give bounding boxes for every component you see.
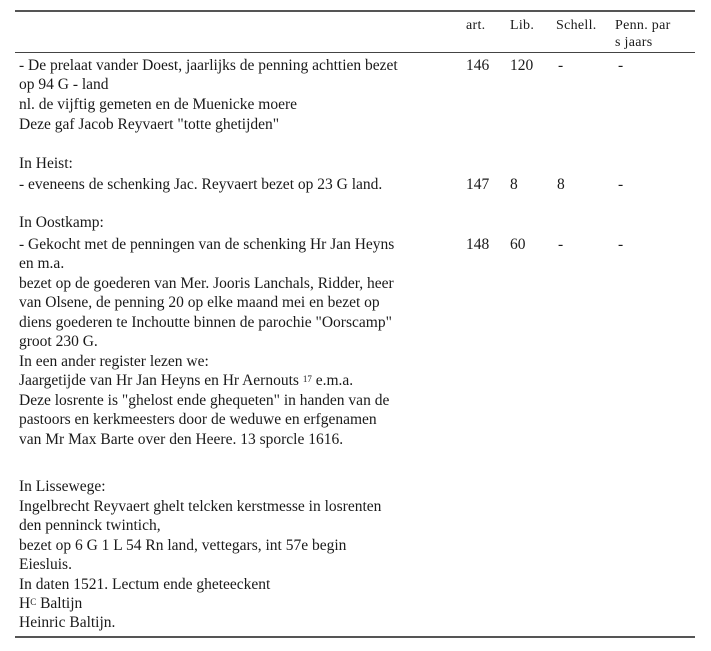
entry3-line9	[19, 372, 353, 390]
entry4-line9: Heinric Baltijn.	[19, 614, 116, 631]
entry2-penn: -	[618, 176, 624, 193]
entry3-line10: Deze losrente is "ghelost ende ghequeten" in handen van de	[19, 392, 390, 409]
entry4-line1: In Lissewege:	[19, 478, 106, 495]
entry1-art: 146	[466, 57, 490, 74]
entry4-signature-line	[19, 595, 82, 613]
entry3-line9-suffix: e.m.a.	[311, 372, 354, 389]
entry2-art: 147	[466, 176, 490, 193]
col-header-penn-sub: s jaars	[615, 35, 653, 50]
entry1-schell: -	[558, 57, 564, 74]
entry3-schell: -	[558, 236, 564, 253]
entry4-line4: bezet op 6 G 1 L 54 Rn land, vettegars, int 57e begin	[19, 537, 347, 554]
entry3-line11: pastoors en kerkmeesters door de weduwe en erfgenamen	[19, 411, 377, 428]
entry2-line1: In Heist:	[19, 155, 73, 172]
footnote-ref: 17	[302, 374, 312, 384]
col-header-schell: Schell.	[556, 18, 597, 33]
entry3-line5: van Olsene, de penning 20 op elke maand mei en bezet op	[19, 294, 380, 311]
entry4-line3: den penninck twintich,	[19, 517, 161, 534]
signature-initial: H	[19, 595, 31, 612]
top-rule	[15, 10, 695, 12]
entry3-line6: diens goederen te Inchoutte binnen de parochie "Oorscamp"	[19, 314, 392, 331]
col-header-penn: Penn. par	[615, 18, 671, 33]
entry4-line6: In daten 1521. Lectum ende gheteeckent	[19, 576, 271, 593]
entry3-lib: 60	[510, 236, 526, 253]
entry2-schell: 8	[557, 176, 565, 193]
entry3-line9-text: Jaargetijde van Hr Jan Heyns en Hr Aernouts	[19, 372, 299, 389]
entry1-penn: -	[618, 57, 624, 74]
entry4-line2: Ingelbrecht Reyvaert ghelt telcken kerstmesse in losrenten	[19, 498, 382, 515]
entry1-line3: nl. de vijftig gemeten en de Muenicke moere	[19, 96, 298, 113]
entry1-line2: op 94 G - land	[19, 76, 109, 93]
col-header-art: art.	[466, 18, 486, 33]
signature-surname: Baltijn	[36, 595, 83, 612]
entry3-line3: en m.a.	[19, 255, 65, 272]
entry3-line1: In Oostkamp:	[19, 214, 104, 231]
entry1-line4: Deze gaf Jacob Reyvaert "totte ghetijden"	[19, 116, 280, 133]
entry3-line7: groot 230 G.	[19, 333, 98, 350]
entry3-line12: van Mr Max Barte over den Heere. 13 sporcle 1616.	[19, 431, 344, 448]
header-rule	[15, 52, 695, 53]
entry3-art: 148	[466, 236, 490, 253]
col-header-lib: Lib.	[510, 18, 535, 33]
signature-sup: C	[30, 597, 37, 607]
bottom-rule	[15, 636, 695, 638]
entry2-lib: 8	[510, 176, 518, 193]
entry3-line4: bezet op de goederen van Mer. Jooris Lanchals, Ridder, heer	[19, 275, 394, 292]
entry1-lib: 120	[510, 57, 534, 74]
entry2-line2: - eveneens de schenking Jac. Reyvaert bezet op 23 G land.	[19, 176, 383, 193]
entry3-penn: -	[618, 236, 624, 253]
entry3-line8: In een ander register lezen we:	[19, 353, 209, 370]
entry4-line5: Eiesluis.	[19, 556, 72, 573]
entry1-line1: - De prelaat vander Doest, jaarlijks de penning achttien bezet	[19, 57, 398, 74]
entry3-line2: - Gekocht met de penningen van de schenking Hr Jan Heyns	[19, 236, 395, 253]
